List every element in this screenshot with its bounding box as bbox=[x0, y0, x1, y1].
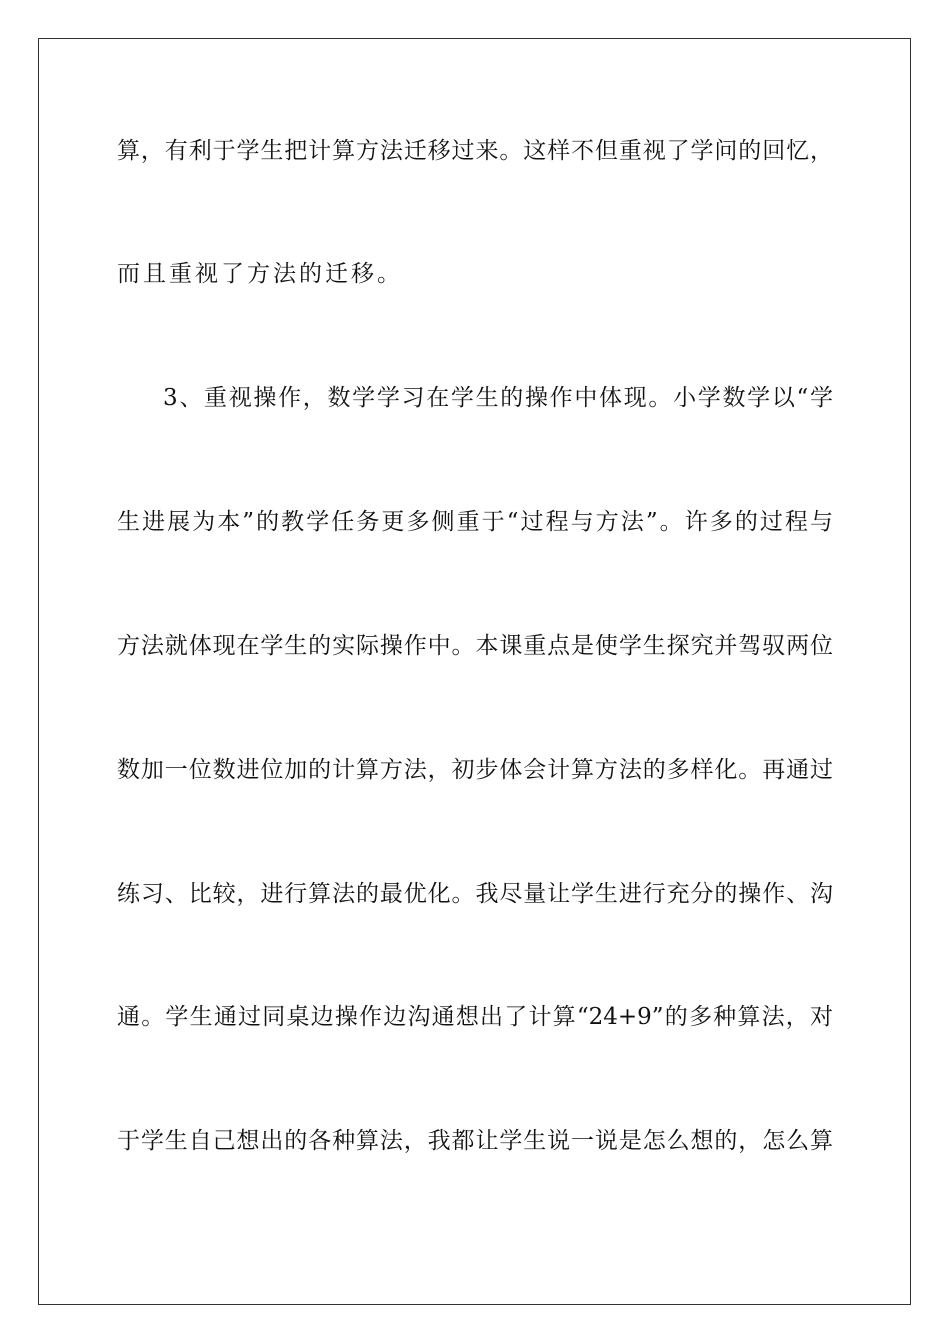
text-line-5: 方法就体现在学生的实际操作中。本课重点是使学生探究并驾驭两位 bbox=[117, 633, 833, 659]
text-line-2: 而且重视了方法的迁移。 bbox=[117, 261, 403, 287]
text-line-3: 3、重视操作，数学学习在学生的操作中体现。小学数学以“学 bbox=[163, 385, 833, 411]
page-border bbox=[38, 38, 911, 1305]
text-line-7: 练习、比较，进行算法的最优化。我尽量让学生进行充分的操作、沟 bbox=[117, 881, 833, 907]
text-line-8: 通。学生通过同桌边操作边沟通想出了计算“24+9”的多种算法，对 bbox=[117, 1004, 833, 1030]
text-line-4: 生进展为本”的教学任务更多侧重于“过程与方法”。许多的过程与 bbox=[117, 509, 833, 535]
text-line-9: 于学生自己想出的各种算法，我都让学生说一说是怎么想的，怎么算 bbox=[117, 1128, 833, 1154]
text-line-6: 数加一位数进位加的计算方法，初步体会计算方法的多样化。再通过 bbox=[117, 757, 833, 783]
text-line-1: 算，有利于学生把计算方法迁移过来。这样不但重视了学问的回忆， bbox=[117, 138, 833, 164]
